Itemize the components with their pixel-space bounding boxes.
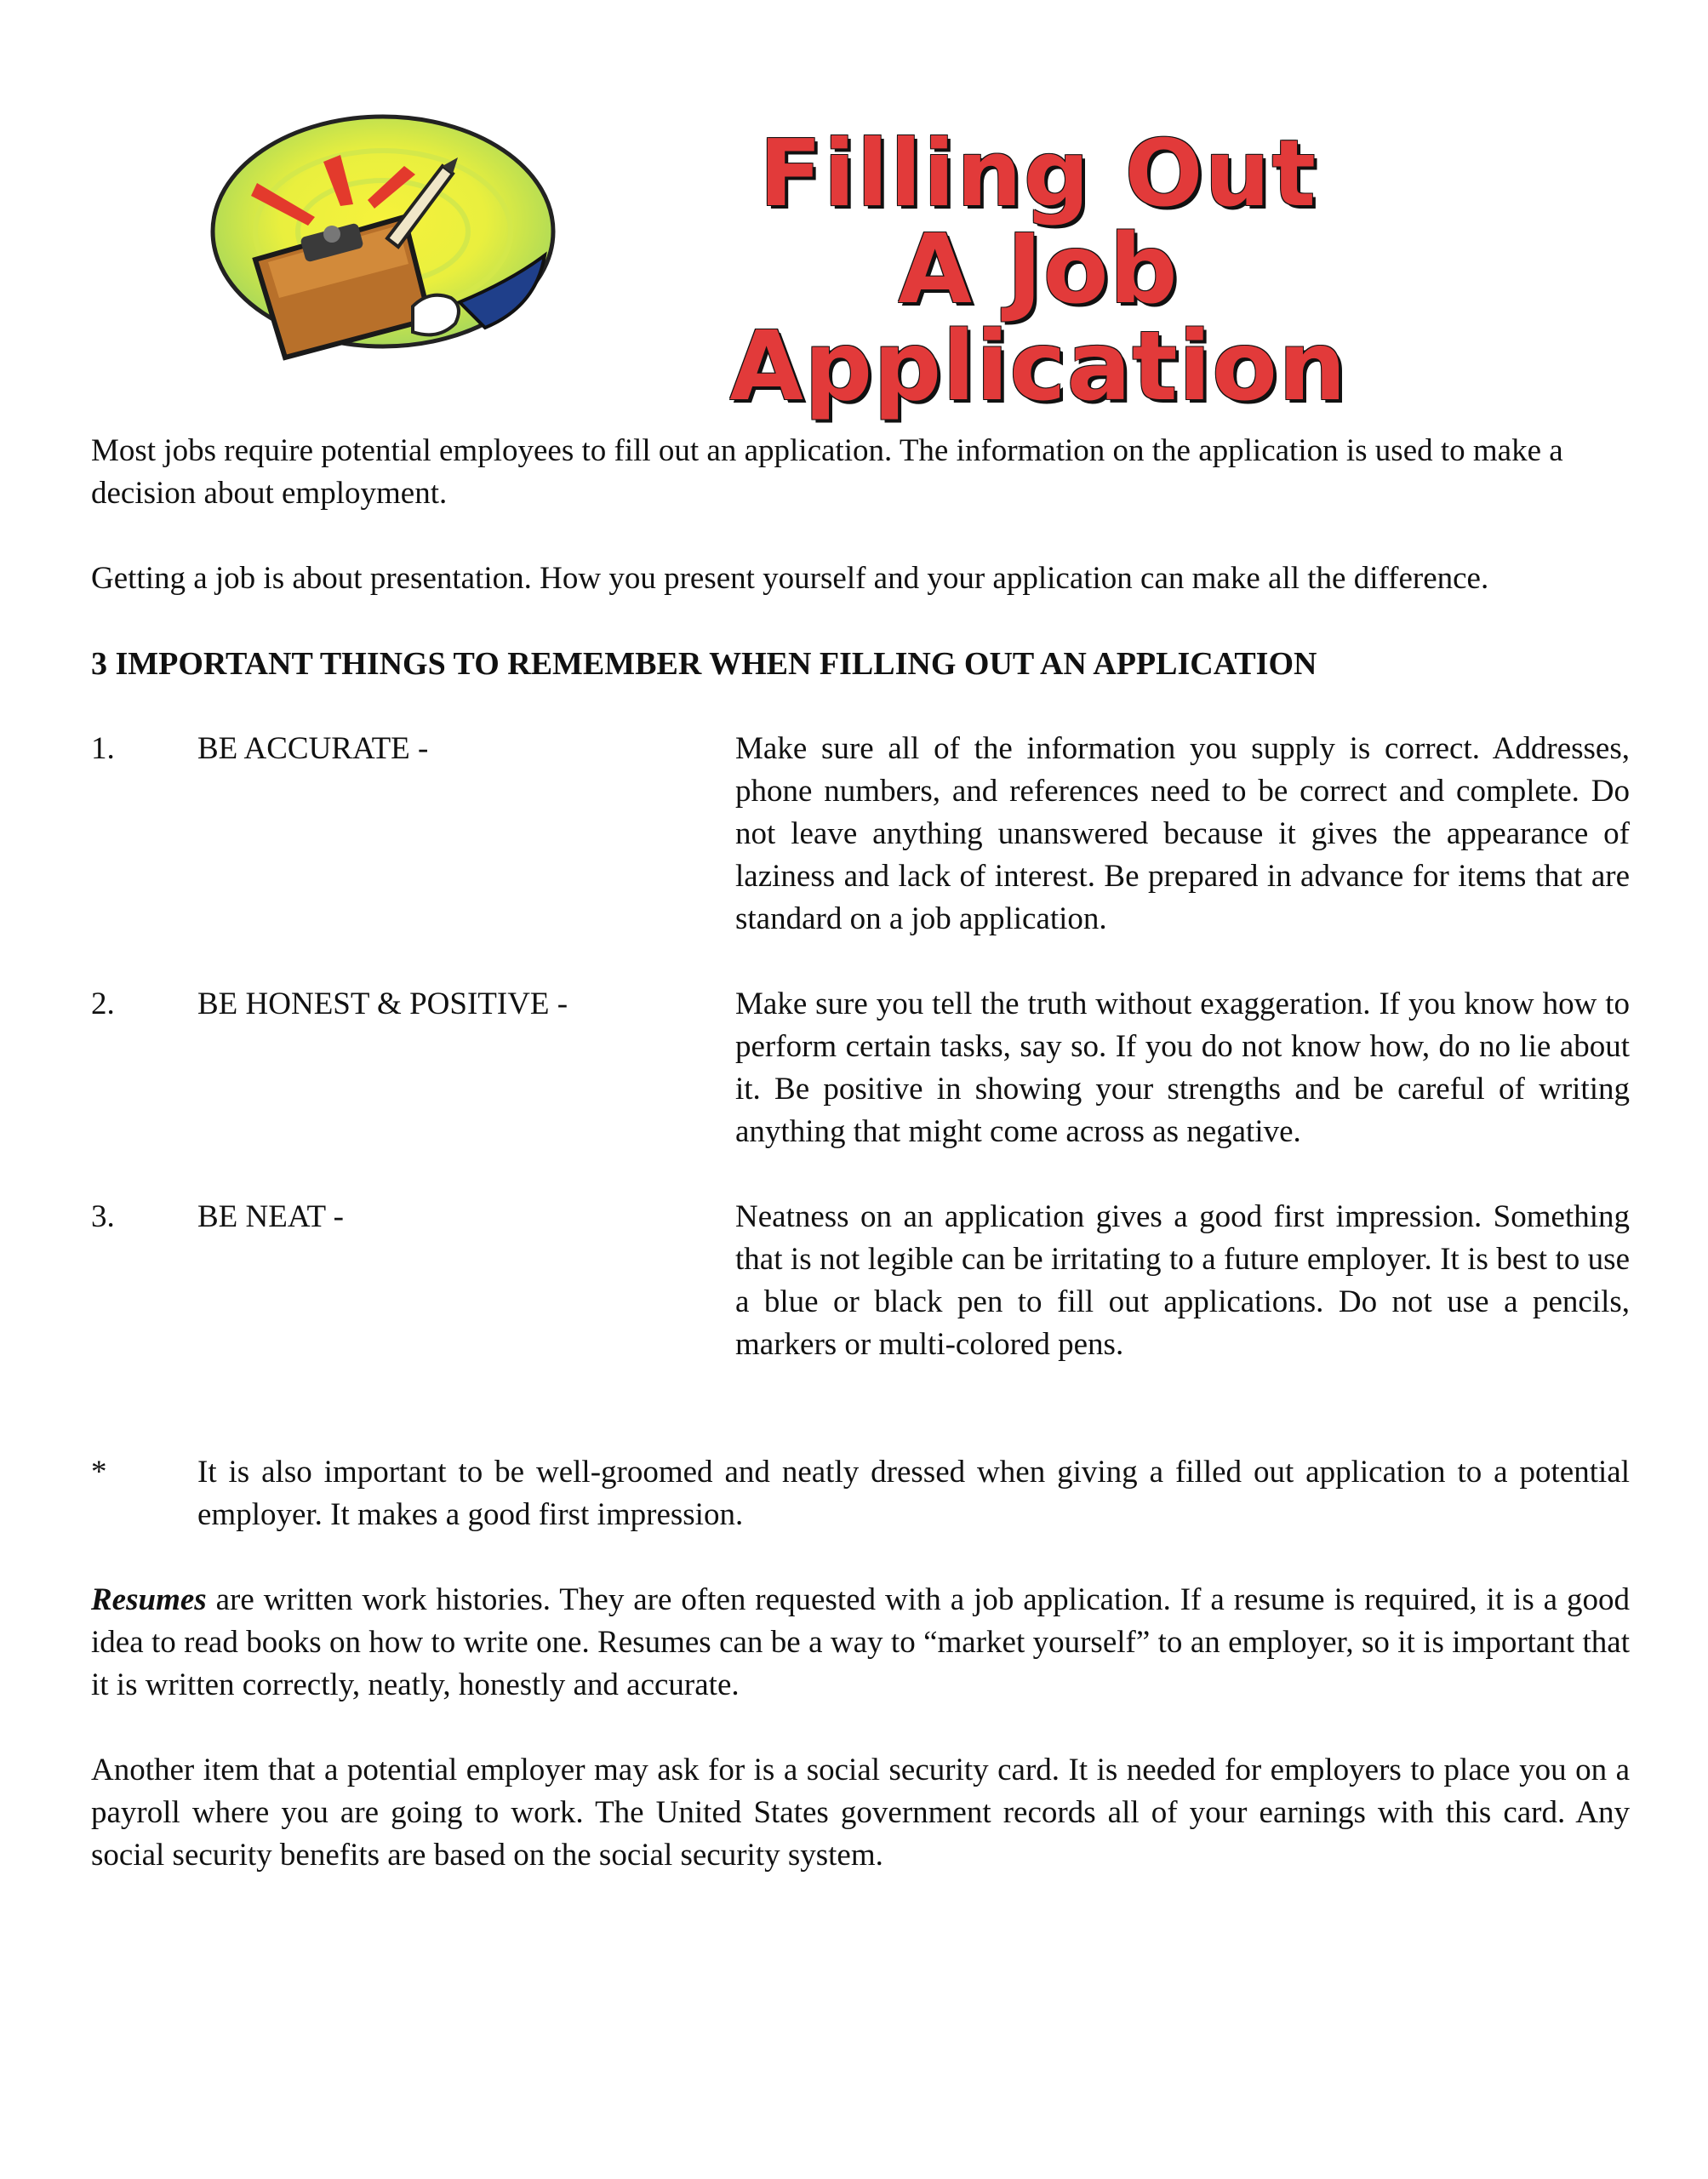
intro-paragraph-1: Most jobs require potential employees to fill out an application. The information on the application is used to make a decision about employment. <box>91 433 1563 511</box>
title-line-1: Filling Out <box>759 121 1317 227</box>
resumes-term: Resumes <box>91 1582 207 1617</box>
list-item <box>91 1196 1630 1366</box>
intro-paragraph-2: Getting a job is about presentation. How you present yourself and your application can make all the difference. <box>91 561 1489 596</box>
document-body <box>91 430 1630 1877</box>
item-number: 1. <box>91 731 115 766</box>
item-label: BE ACCURATE - <box>197 731 429 766</box>
list-item <box>91 983 1630 1153</box>
footnote <box>91 1451 1630 1536</box>
asterisk-marker: * <box>91 1455 107 1490</box>
page-header <box>204 111 1498 423</box>
item-label: BE NEAT - <box>197 1199 344 1234</box>
section-heading: 3 IMPORTANT THINGS TO REMEMBER WHEN FILLING OUT AN APPLICATION <box>91 646 1317 682</box>
footnote-text: It is also important to be well-groomed and neatly dressed when giving a filled out application to a potential employer. It makes a good first impression. <box>197 1455 1630 1532</box>
page-title <box>579 121 1498 423</box>
social-security-paragraph: Another item that a potential employer may ask for is a social security card. It is needed for employers to place you on a payroll where you are going to work. The United States government records all of your earnings with this card. Any social security benefits are based on the social security system. <box>91 1753 1630 1873</box>
item-description: Neatness on an application gives a good first impression. Something that is not legible can be irritating to a future employer. It is best to use a blue or black pen to fill out applications. Do not use a pencils, markers or multi-colored pens. <box>735 1199 1630 1362</box>
item-description: Make sure you tell the truth without exaggeration. If you know how to perform certain tasks, say so. If you do not know how, do no lie about it. Be positive in showing your strengths and be careful of writing anything that might come across as negative. <box>735 987 1630 1149</box>
item-number: 2. <box>91 987 115 1021</box>
list-item <box>91 728 1630 941</box>
item-label: BE HONEST & POSITIVE - <box>197 987 568 1021</box>
resumes-paragraph <box>91 1579 1630 1707</box>
item-number: 3. <box>91 1199 115 1234</box>
clipboard-pencil-icon <box>204 111 562 366</box>
title-line-2: A Job Application <box>729 214 1347 423</box>
item-description: Make sure all of the information you supply is correct. Addresses, phone numbers, and references need to be correct and complete. Do not leave anything unanswered because it gives the appearance of laziness and lack of interest. Be prepared in advance for items that are standard on a job application. <box>735 731 1630 936</box>
resumes-text: are written work histories. They are often requested with a job application. If a resume is required, it is a good idea to read books on how to write one. Resumes can be a way to “market yourself” to an employer, so it is important that it is written correctly, neatly, honestly and accurate. <box>91 1582 1630 1702</box>
